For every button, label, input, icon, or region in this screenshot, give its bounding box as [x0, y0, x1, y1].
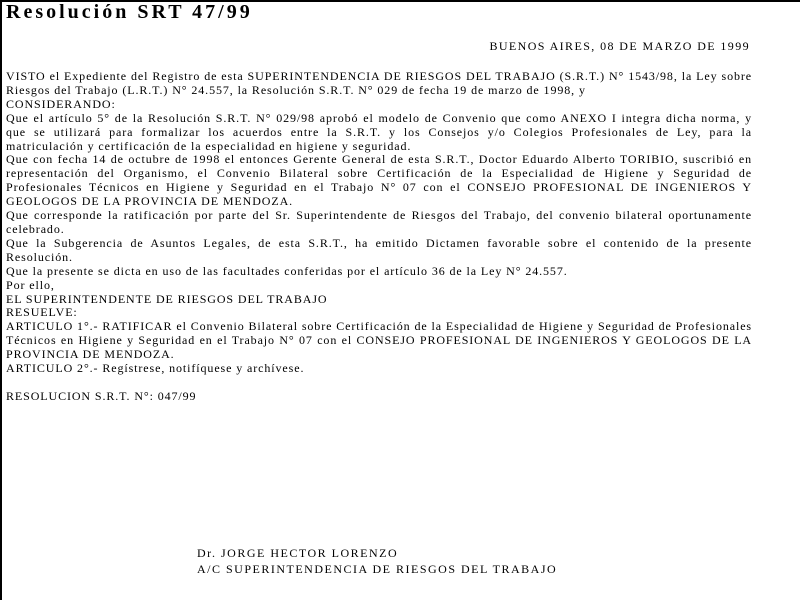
signature-block	[197, 545, 557, 577]
signature-role: A/C SUPERINTENDENCIA DE RIESGOS DEL TRABAJO	[197, 562, 558, 576]
paragraph-visto: VISTO el Expediente del Registro de esta SUPERINTENDENCIA DE RIESGOS DEL TRABAJO (S.R.T.) N° 1543/98, la Ley sobre Riesgos del Trabajo (L.R.T.) N° 24.557, la Resolución S.R.T. N° 029 de fecha 19 de marzo de 1998, y	[6, 69, 752, 97]
paragraph-considerando-2: Que con fecha 14 de octubre de 1998 el entonces Gerente General de esta S.R.T., Doctor Eduardo Alberto TORIBIO, suscribió en representación del Organismo, el Convenio Bilateral sobre Certificación de la Especialidad de Higiene y Seguridad de Profesionales Técnicos en Higiene y Seguridad en el Trabajo N° 07 con el CONSEJO PROFESIONAL DE INGENIEROS Y GEOLOGOS DE LA PROVINCIA DE MENDOZA.	[6, 152, 752, 209]
document-title: Resolución SRT 47/99	[6, 1, 253, 23]
document-body	[6, 70, 752, 404]
article-1: ARTICULO 1°.- RATIFICAR el Convenio Bilateral sobre Certificación de la Especialidad de Higiene y Seguridad de Profesionales Técnicos en Higiene y Seguridad en el Trabajo N° 07 con el CONSEJO PROFESIONAL DE INGENIEROS Y GEOLOGOS DE LA PROVINCIA DE MENDOZA.	[6, 319, 752, 362]
heading-considerando: CONSIDERANDO:	[6, 96, 116, 111]
heading-resuelve: RESUELVE:	[6, 305, 78, 320]
paragraph-considerando-5: Que la presente se dicta en uso de las facultades conferidas por el artículo 36 de la Ley N° 24.557.	[6, 263, 568, 278]
signature-name: Dr. JORGE HECTOR LORENZO	[197, 546, 399, 560]
paragraph-por-ello: Por ello,	[6, 277, 55, 292]
resolution-number: RESOLUCION S.R.T. N°: 047/99	[6, 388, 197, 403]
dateline: BUENOS AIRES, 08 DE MARZO DE 1999	[489, 39, 750, 53]
paragraph-considerando-3: Que corresponde la ratificación por parte del Sr. Superintendente de Riesgos del Trabajo, del convenio bilateral oportunamente celebrado.	[6, 208, 752, 236]
paragraph-considerando-4: Que la Subgerencia de Asuntos Legales, de esta S.R.T., ha emitido Dictamen favorable sobre el contenido de la presente Resolución.	[6, 235, 752, 264]
paragraph-considerando-1: Que el artículo 5° de la Resolución S.R.T. N° 029/98 aprobó el modelo de Convenio que como ANEXO I integra dicha norma, y que se utilizará para formalizar los acuerdos entre la S.R.T. y los Consejos y/o Colegios Profesionales de Ley, para la matriculación y certificación de la especialidad en higiene y seguridad.	[6, 110, 752, 153]
article-2: ARTICULO 2°.- Regístrese, notifíquese y archívese.	[6, 361, 305, 376]
blank-line	[6, 376, 752, 390]
heading-superintendente: EL SUPERINTENDENTE DE RIESGOS DEL TRABAJO	[6, 291, 328, 306]
